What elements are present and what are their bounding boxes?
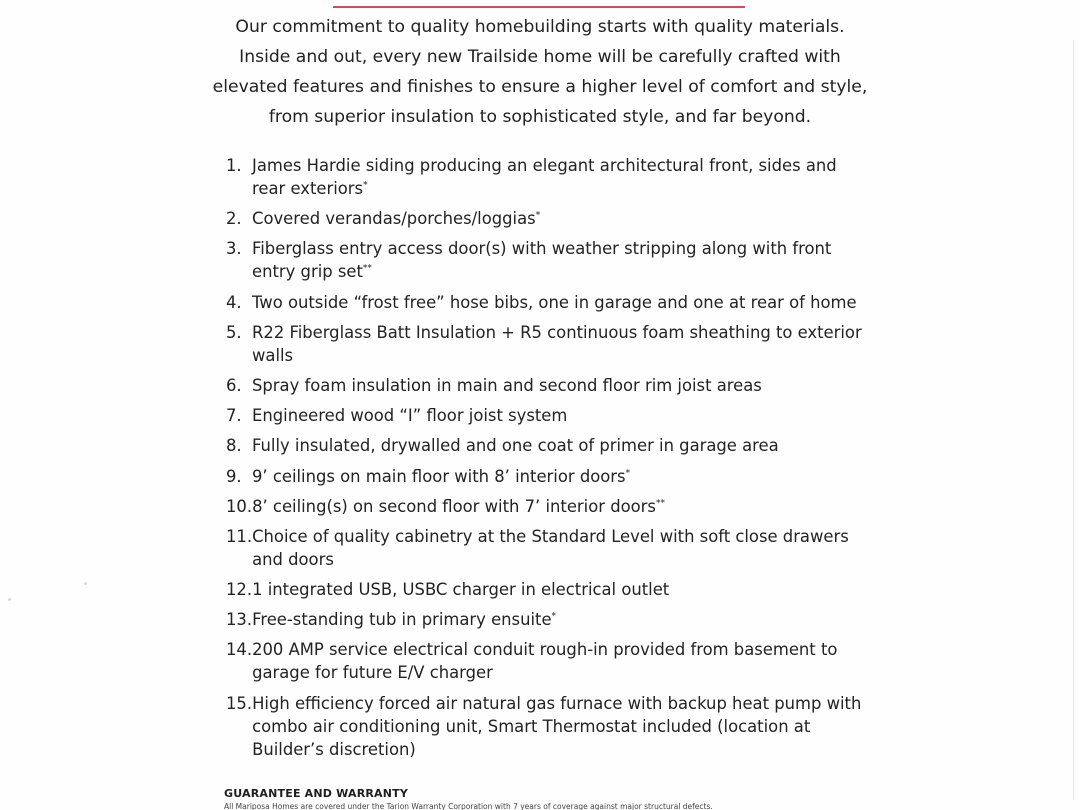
feature-number: 4. bbox=[226, 292, 242, 312]
feature-item bbox=[226, 404, 866, 427]
feature-text-wrap bbox=[252, 321, 866, 367]
feature-number: 13. bbox=[226, 610, 253, 630]
footnote-mark: ** bbox=[362, 263, 372, 274]
feature-item bbox=[226, 465, 866, 488]
intro-line: elevated features and finishes to ensure a higher level of comfort and style, bbox=[212, 77, 868, 97]
feature-number: 3. bbox=[226, 239, 242, 259]
feature-number: 5. bbox=[226, 322, 242, 342]
scan-speck bbox=[84, 582, 87, 585]
scan-speck bbox=[8, 598, 11, 601]
feature-number: 11. bbox=[226, 526, 253, 546]
feature-number: 12. bbox=[226, 580, 253, 600]
feature-item bbox=[226, 525, 866, 571]
feature-number: 14. bbox=[226, 640, 253, 660]
feature-item bbox=[226, 638, 866, 684]
top-accent-rule bbox=[333, 0, 745, 8]
feature-text-wrap bbox=[252, 495, 866, 518]
feature-item bbox=[226, 692, 866, 761]
feature-text: Covered verandas/porches/loggias bbox=[252, 209, 536, 229]
feature-item bbox=[226, 578, 866, 601]
feature-text-wrap bbox=[252, 465, 866, 488]
feature-item bbox=[226, 434, 866, 457]
feature-text-wrap bbox=[252, 578, 866, 601]
feature-text-wrap bbox=[252, 638, 866, 684]
feature-number: 7. bbox=[226, 406, 242, 426]
feature-item bbox=[226, 154, 866, 200]
feature-item bbox=[226, 237, 866, 283]
feature-number: 15. bbox=[226, 693, 253, 713]
feature-text-wrap bbox=[252, 608, 866, 631]
intro-line: from superior insulation to sophisticated style, and far beyond. bbox=[268, 107, 812, 127]
feature-text: Engineered wood “I” floor joist system bbox=[252, 406, 568, 426]
scan-edge-line bbox=[1073, 40, 1074, 800]
feature-text: 1 integrated USB, USBC charger in electrical outlet bbox=[252, 580, 670, 600]
feature-text: Fully insulated, drywalled and one coat of primer in garage area bbox=[252, 436, 779, 456]
feature-text-wrap bbox=[252, 434, 866, 457]
feature-text-wrap bbox=[252, 374, 866, 397]
feature-text-wrap bbox=[252, 207, 866, 230]
guarantee-heading: GUARANTEE AND WARRANTY bbox=[224, 787, 409, 800]
feature-text: 8’ ceiling(s) on second floor with 7’ interior doors bbox=[252, 496, 656, 516]
feature-text-wrap bbox=[252, 237, 866, 283]
feature-number: 1. bbox=[226, 156, 242, 175]
footnote-mark: * bbox=[625, 468, 631, 479]
footnote-mark: ** bbox=[655, 498, 665, 509]
intro-line: Inside and out, every new Trailside home will be carefully crafted with bbox=[239, 47, 841, 67]
feature-number: 6. bbox=[226, 375, 242, 395]
feature-number: 8. bbox=[226, 436, 242, 456]
feature-text-wrap bbox=[252, 404, 866, 427]
feature-item bbox=[226, 608, 866, 631]
intro-line: Our commitment to quality homebuilding starts with quality materials. bbox=[235, 17, 845, 37]
feature-text: Spray foam insulation in main and second floor rim joist areas bbox=[252, 375, 762, 395]
footnote-mark: * bbox=[551, 611, 557, 622]
footnote-mark: * bbox=[363, 180, 368, 191]
feature-text-wrap bbox=[252, 154, 866, 200]
feature-item bbox=[226, 495, 866, 518]
feature-text: Choice of quality cabinetry at the Standard Level with soft close drawers and doors bbox=[252, 526, 849, 569]
intro-paragraph bbox=[120, 12, 960, 132]
feature-text: R22 Fiberglass Batt Insulation + R5 continuous foam sheathing to exterior walls bbox=[252, 322, 862, 365]
feature-text-wrap bbox=[252, 291, 866, 314]
feature-text: 9’ ceilings on main floor with 8’ interior doors bbox=[252, 466, 626, 486]
feature-text: 200 AMP service electrical conduit rough-in provided from basement to garage for future E/V charger bbox=[252, 640, 838, 683]
feature-text: Two outside “frost free” hose bibs, one in garage and one at rear of home bbox=[252, 292, 857, 312]
feature-item bbox=[226, 321, 866, 367]
feature-text: Fiberglass entry access door(s) with weather stripping along with front entry grip set bbox=[252, 239, 832, 282]
guarantee-text: All Mariposa Homes are covered under the Tarion Warranty Corporation with 7 years of coverage against major structural defects. bbox=[224, 802, 713, 810]
footnote-mark: * bbox=[535, 210, 541, 221]
feature-number: 9. bbox=[226, 466, 242, 486]
feature-text: Free-standing tub in primary ensuite bbox=[252, 610, 552, 630]
feature-text-wrap bbox=[252, 525, 866, 571]
feature-number: 2. bbox=[226, 209, 242, 229]
feature-item bbox=[226, 207, 866, 230]
feature-text-wrap bbox=[252, 692, 866, 761]
feature-number: 10. bbox=[226, 496, 253, 516]
feature-text: James Hardie siding producing an elegant architectural front, sides and rear exteriors bbox=[252, 156, 837, 198]
feature-list bbox=[226, 154, 866, 768]
feature-text: High efficiency forced air natural gas furnace with backup heat pump with combo air conditioning unit, Smart Thermostat included (location at Builder’s discretion) bbox=[252, 693, 862, 759]
feature-item bbox=[226, 374, 866, 397]
feature-item bbox=[226, 291, 866, 314]
